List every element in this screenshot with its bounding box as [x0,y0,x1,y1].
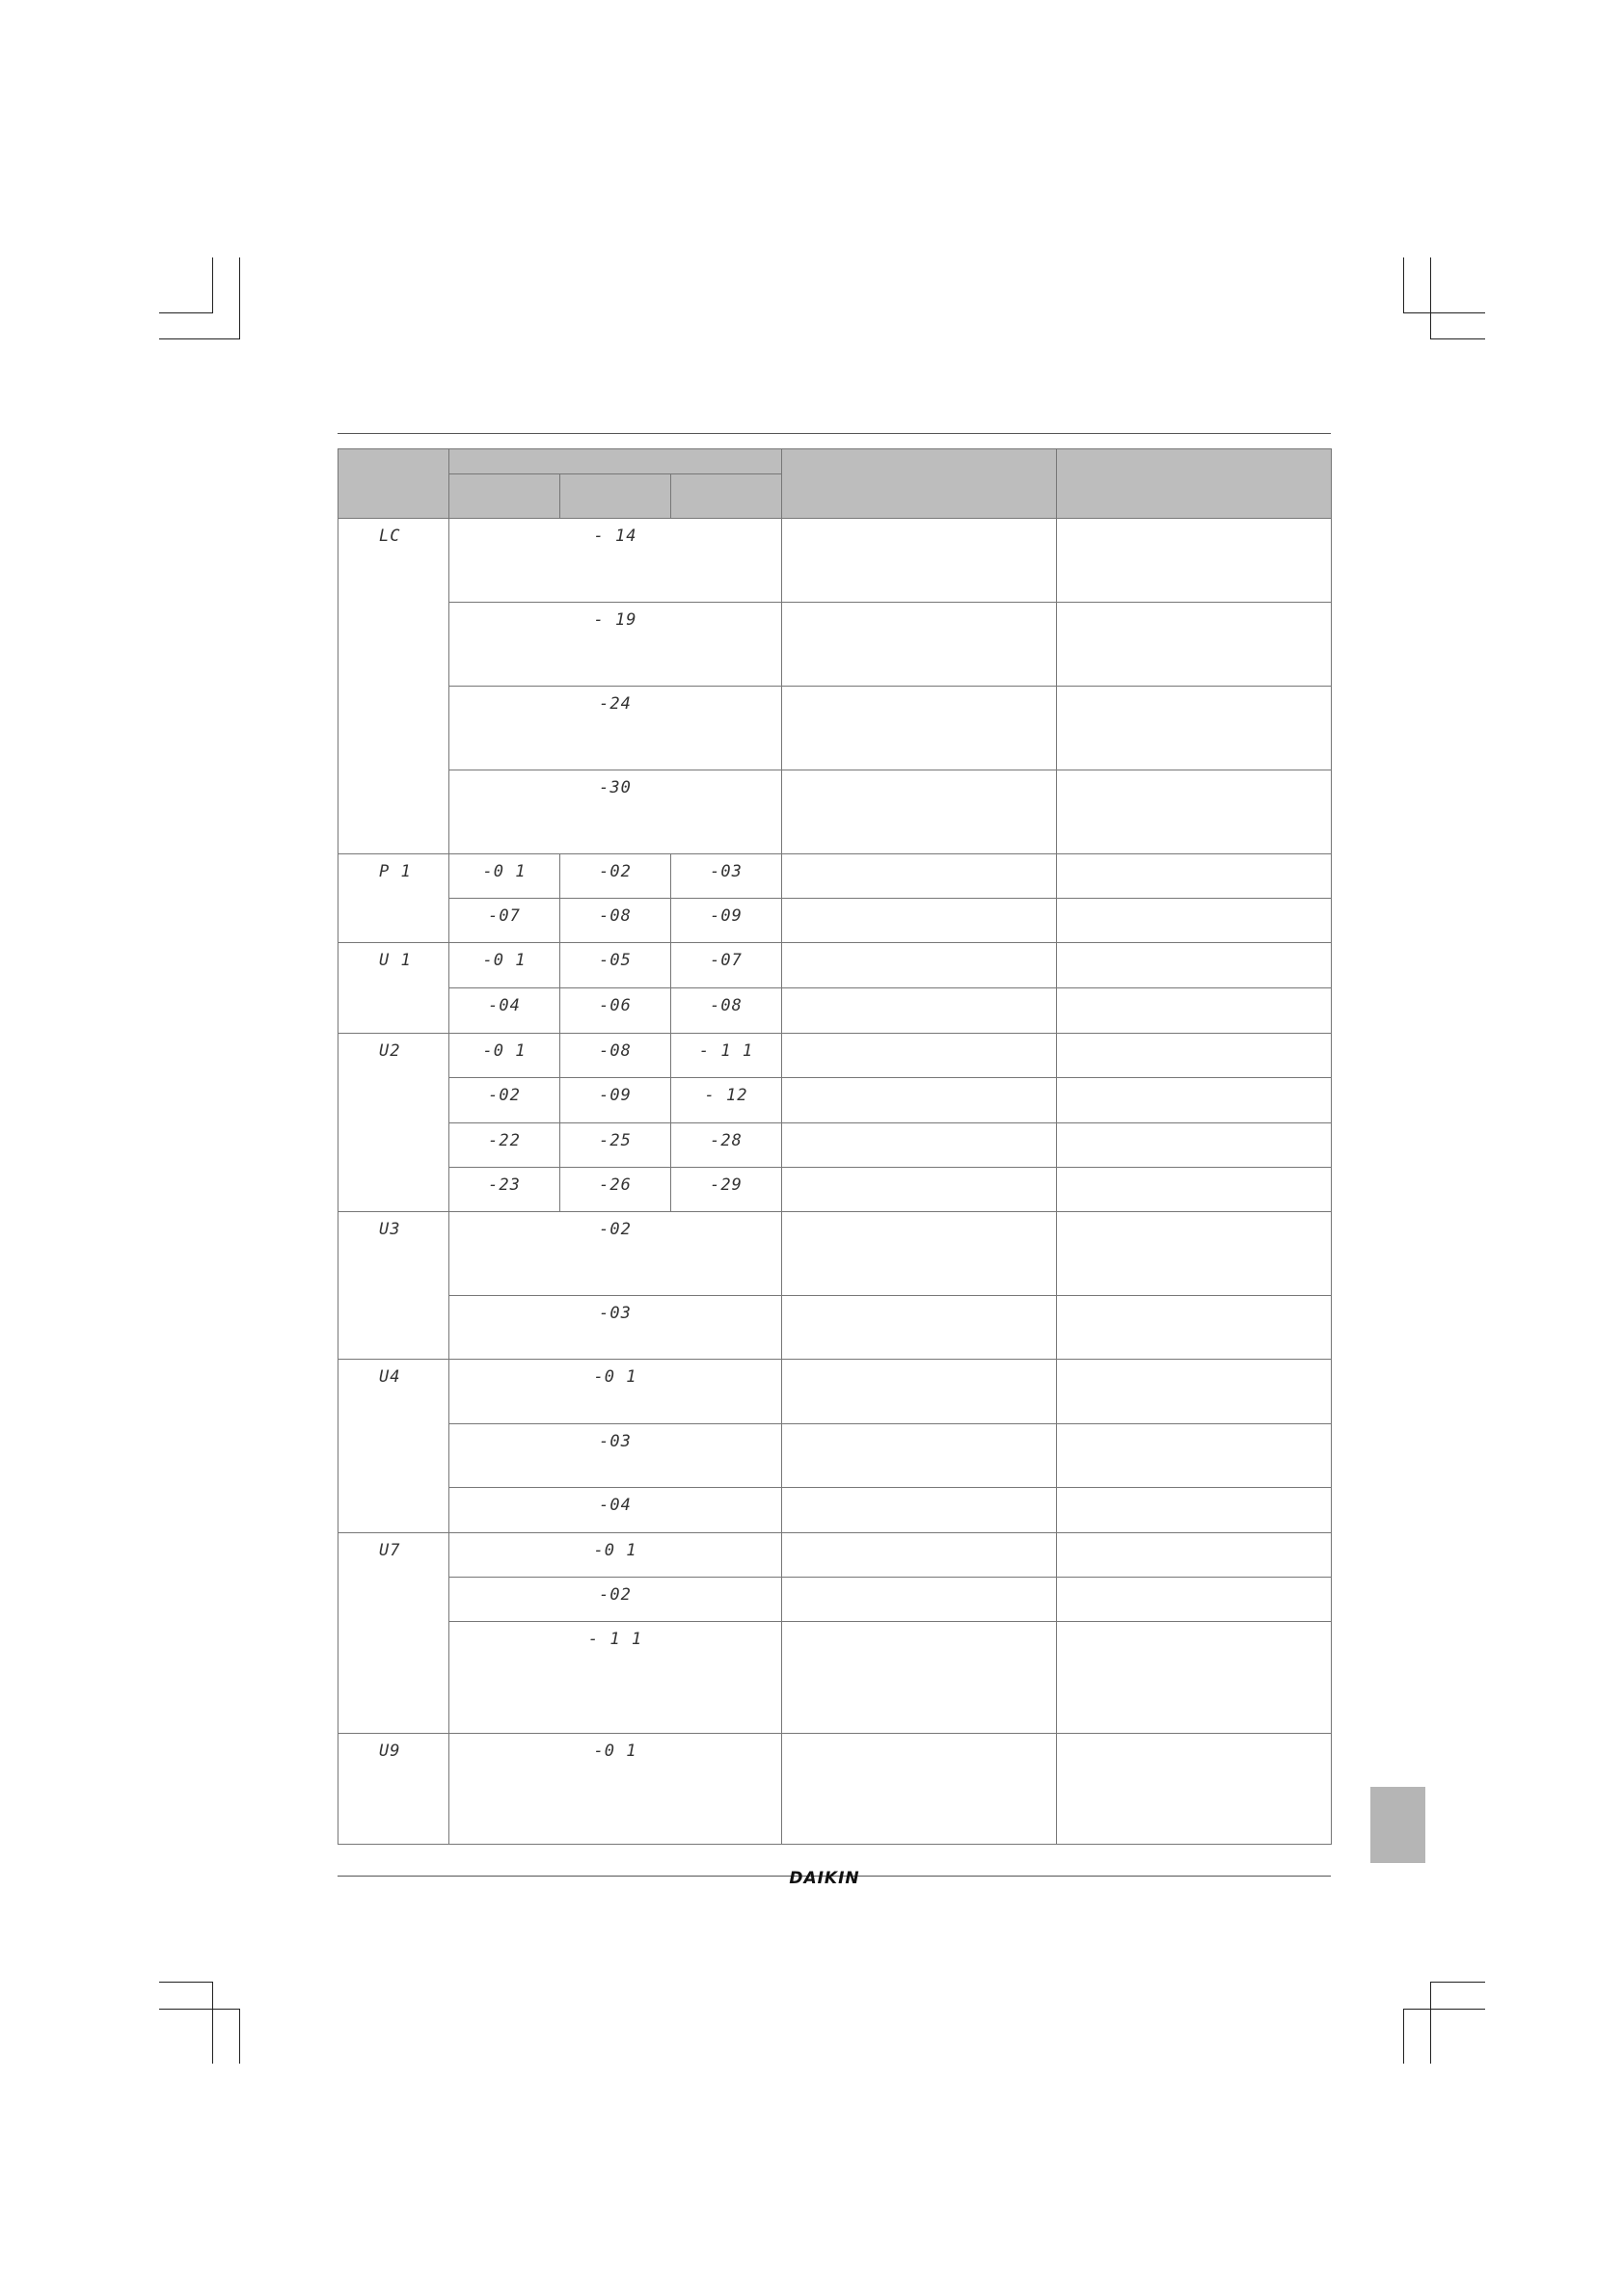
sub-code-cell [449,1123,560,1168]
solution-cell [1057,603,1332,687]
main-code: U3 [379,1220,401,1239]
cause-cell [782,770,1057,854]
solution-cell [1057,1360,1332,1424]
sub-code-cell [671,988,782,1034]
table-row [338,1168,1332,1212]
sub-code: -29 [710,1175,743,1195]
solution-cell [1057,1034,1332,1078]
sub-code-cell [449,1034,560,1078]
cause-cell [782,603,1057,687]
sub-code: -05 [599,951,632,970]
sub-code-cell [449,1424,782,1488]
daikin-logo: DAIKIN [789,1869,860,1888]
sub-code: -0 1 [593,1367,637,1387]
table-row [338,1212,1332,1296]
solution-cell [1057,1734,1332,1845]
crop-mark [239,257,240,339]
sub-code-cell [671,943,782,988]
cause-cell [782,988,1057,1034]
sub-code-cell [560,854,671,899]
sub-code-cell [560,1168,671,1212]
main-code: P 1 [379,862,412,881]
crop-mark [1403,2009,1485,2010]
solution-cell [1057,519,1332,603]
cause-cell [782,1622,1057,1734]
sub-code: - 19 [593,610,637,630]
header-sub-code-col-2 [560,474,671,519]
sub-code-cell [449,1078,560,1123]
main-code: U7 [379,1541,401,1560]
main-code: U2 [379,1041,401,1061]
cause-cell [782,1360,1057,1424]
crop-mark [212,1982,213,2064]
sub-code-cell [449,988,560,1034]
crop-mark [239,2009,240,2064]
sub-code-cell [671,899,782,943]
sub-code: -09 [710,906,743,926]
sub-code: -07 [488,906,521,926]
crop-mark [1403,2009,1404,2064]
solution-cell [1057,943,1332,988]
table-row [338,988,1332,1034]
sub-code-cell [671,1078,782,1123]
sub-code-cell [671,1034,782,1078]
header-rule [338,433,1331,434]
sub-code: -22 [488,1131,521,1150]
cause-cell [782,1078,1057,1123]
crop-mark [1430,257,1431,339]
cause-cell [782,1296,1057,1360]
sub-code-cell [560,1034,671,1078]
sub-code: -04 [599,1496,632,1515]
table-row [338,687,1332,770]
solution-cell [1057,1123,1332,1168]
cause-cell [782,1123,1057,1168]
sub-code: -08 [710,996,743,1015]
cause-cell [782,1212,1057,1296]
main-code-cell [338,1533,449,1734]
sub-code-cell [671,1168,782,1212]
crop-mark [212,257,213,313]
sub-code: -28 [710,1131,743,1150]
main-code-cell [338,1734,449,1845]
sub-code: -04 [488,996,521,1015]
sub-code-cell [560,1078,671,1123]
sub-code-cell [449,1734,782,1845]
table-row [338,854,1332,899]
solution-cell [1057,1078,1332,1123]
sub-code: -0 1 [482,862,527,881]
table-row [338,1533,1332,1578]
sub-code-cell [671,854,782,899]
solution-cell [1057,770,1332,854]
table-row [338,1296,1332,1360]
table-row [338,1424,1332,1488]
solution-cell [1057,1622,1332,1734]
main-code: LC [379,527,401,546]
table-row [338,1734,1332,1845]
main-code: U9 [379,1742,401,1761]
sub-code-cell [449,1168,560,1212]
sub-code-cell [449,1296,782,1360]
sub-code-cell [449,854,560,899]
header-sub-code-col-1 [449,474,560,519]
sub-code-cell [449,1622,782,1734]
solution-cell [1057,854,1332,899]
table-row [338,899,1332,943]
table-row [338,1034,1332,1078]
table-row [338,1360,1332,1424]
crop-mark [1430,338,1485,339]
table-row [338,770,1332,854]
crop-mark [1430,1982,1485,1983]
sub-code: -0 1 [593,1541,637,1560]
sub-code: -02 [599,862,632,881]
sub-code: -26 [599,1175,632,1195]
crop-mark [159,338,240,339]
sub-code: -23 [488,1175,521,1195]
sub-code-cell [449,687,782,770]
cause-cell [782,1734,1057,1845]
sub-code: -08 [599,906,632,926]
main-code-cell [338,1212,449,1360]
table-row [338,1078,1332,1123]
header-sub-code-col-3 [671,474,782,519]
solution-cell [1057,1212,1332,1296]
sub-code: -06 [599,996,632,1015]
sub-code-cell [449,899,560,943]
solution-cell [1057,687,1332,770]
solution-cell [1057,1168,1332,1212]
section-side-tab [1370,1787,1425,1863]
sub-code: -02 [488,1086,521,1105]
sub-code: -30 [599,778,632,797]
solution-cell [1057,1296,1332,1360]
sub-code: - 1 1 [587,1630,643,1649]
sub-code: -0 1 [482,1041,527,1061]
table-body [338,519,1332,1845]
table-row [338,1123,1332,1168]
main-code-cell [338,1034,449,1212]
cause-cell [782,854,1057,899]
table-row [338,1622,1332,1734]
cause-cell [782,687,1057,770]
sub-code: -0 1 [593,1742,637,1761]
sub-code: -08 [599,1041,632,1061]
cause-cell [782,943,1057,988]
crop-mark [1403,312,1485,313]
header-main-code [338,449,449,519]
sub-code: -02 [599,1220,632,1239]
sub-code-cell [671,1123,782,1168]
sub-code-cell [449,1488,782,1533]
sub-code-cell [560,899,671,943]
sub-code: -07 [710,951,743,970]
sub-code-cell [449,1360,782,1424]
solution-cell [1057,1578,1332,1622]
sub-code: -0 1 [482,951,527,970]
cause-cell [782,1488,1057,1533]
cause-cell [782,899,1057,943]
sub-code: -09 [599,1086,632,1105]
sub-code: -24 [599,694,632,714]
header-cause [782,449,1057,519]
crop-mark [1403,257,1404,313]
main-code-cell [338,1360,449,1533]
sub-code-cell [560,988,671,1034]
cause-cell [782,1424,1057,1488]
table-row [338,603,1332,687]
crop-mark [159,1982,213,1983]
header-solution [1057,449,1332,519]
solution-cell [1057,988,1332,1034]
main-code-cell [338,519,449,854]
sub-code: - 14 [593,527,637,546]
solution-cell [1057,1424,1332,1488]
table-header [338,449,1332,519]
table-row [338,1578,1332,1622]
solution-cell [1057,1488,1332,1533]
solution-cell [1057,899,1332,943]
table-row [338,519,1332,603]
cause-cell [782,519,1057,603]
sub-code: -03 [599,1304,632,1323]
main-code-cell [338,943,449,1034]
table-row [338,1488,1332,1533]
sub-code-cell [560,1123,671,1168]
sub-code-cell [449,1578,782,1622]
sub-code-cell [449,1212,782,1296]
main-code: U 1 [379,951,412,970]
sub-code: -02 [599,1585,632,1605]
crop-mark [159,2009,240,2010]
sub-code-cell [449,603,782,687]
sub-code-cell [560,943,671,988]
main-code: U4 [379,1367,401,1387]
cause-cell [782,1168,1057,1212]
sub-code: - 12 [704,1086,748,1105]
sub-code-cell [449,943,560,988]
sub-code-cell [449,1533,782,1578]
cause-cell [782,1533,1057,1578]
error-code-table [338,448,1332,1845]
main-code-cell [338,854,449,943]
sub-code-cell [449,770,782,854]
table-row [338,943,1332,988]
sub-code: -03 [710,862,743,881]
crop-mark [1430,1982,1431,2064]
sub-code: -03 [599,1432,632,1451]
crop-mark [159,312,213,313]
sub-code-cell [449,519,782,603]
cause-cell [782,1034,1057,1078]
sub-code: - 1 1 [698,1041,754,1061]
cause-cell [782,1578,1057,1622]
header-sub-code [449,449,782,474]
sub-code: -25 [599,1131,632,1150]
solution-cell [1057,1533,1332,1578]
